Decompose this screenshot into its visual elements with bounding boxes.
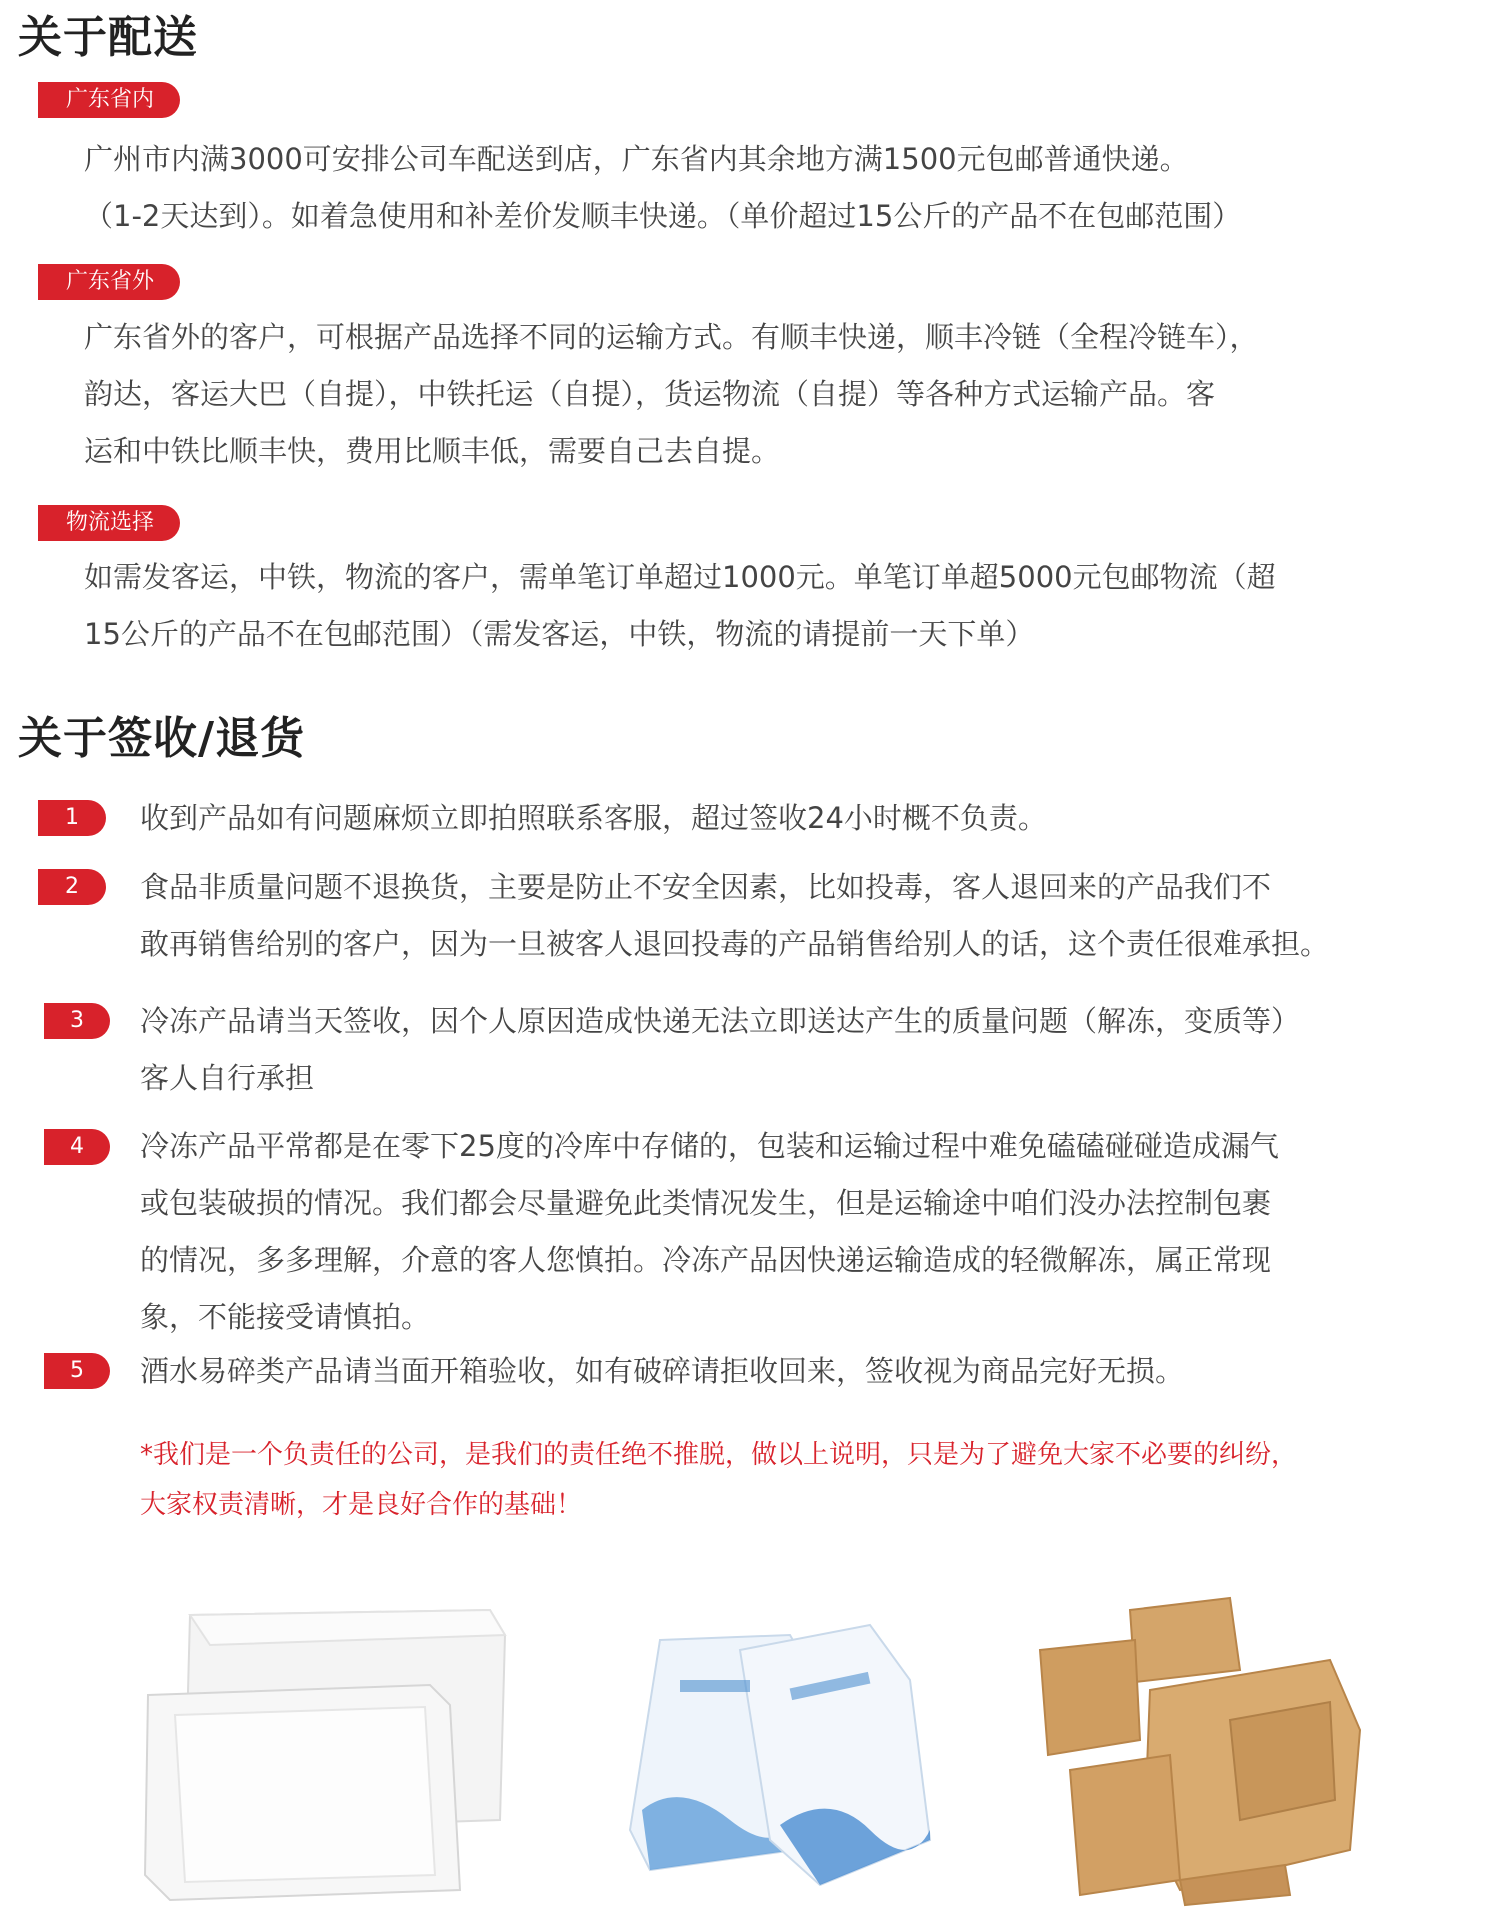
delivery-paragraph-logistics [84, 549, 1424, 663]
returns-title: 关于签收/退货 [18, 713, 306, 764]
delivery-paragraph-guangdong-outside [84, 309, 1424, 480]
text-line: 的情况，多多理解，介意的客人您慎拍。冷冻产品因快递运输造成的轻微解冻，属正常现 [140, 1243, 1272, 1277]
text-line: 食品非质量问题不退换货，主要是防止不安全因素，比如投毒，客人退回来的产品我们不 [140, 870, 1272, 904]
text-line: 客人自行承担 [140, 1061, 315, 1095]
returns-item-5 [140, 1343, 1450, 1400]
note-line: 大家权责清晰，才是良好合作的基础！ [140, 1490, 583, 1520]
note-line: *我们是一个负责任的公司，是我们的责任绝不推脱，做以上说明，只是为了避免大家不必要的纠纷， [140, 1440, 1298, 1470]
text-line: 如需发客运，中铁，物流的客户，需单笔订单超过1000元。单笔订单超5000元包邮物流（超 [84, 560, 1276, 594]
text-line: 或包装破损的情况。我们都会尽量避免此类情况发生，但是运输途中咱们没办法控制包裹 [140, 1186, 1272, 1220]
text-line: 运和中铁比顺丰快，费用比顺丰低，需要自己去自提。 [84, 434, 781, 468]
tag-guangdong-outside: 广东省外 [38, 264, 180, 300]
text-line: 广东省外的客户，可根据产品选择不同的运输方式。有顺丰快递，顺丰冷链（全程冷链车）， [84, 320, 1259, 354]
text-line: 15公斤的产品不在包邮范围）（需发客运，中铁，物流的请提前一天下单） [84, 617, 1035, 651]
returns-item-1 [140, 790, 1450, 847]
text-line: 收到产品如有问题麻烦立即拍照联系客服，超过签收24小时概不负责。 [140, 801, 1047, 835]
delivery-title: 关于配送 [18, 12, 198, 63]
number-badge-5: 5 [44, 1353, 110, 1389]
number-badge-3: 3 [44, 1003, 110, 1039]
returns-item-2 [140, 859, 1450, 973]
text-line: 韵达，客运大巴（自提），中铁托运（自提），货运物流（自提）等各种方式运输产品。客 [84, 377, 1216, 411]
returns-item-4 [140, 1118, 1450, 1346]
tag-guangdong-inside: 广东省内 [38, 82, 180, 118]
returns-item-3 [140, 993, 1450, 1107]
responsibility-note [140, 1430, 1440, 1530]
tag-logistics-choice: 物流选择 [38, 505, 180, 541]
text-line: 敢再销售给别的客户，因为一旦被客人退回投毒的产品销售给别人的话，这个责任很难承担。 [140, 927, 1330, 961]
number-badge-4: 4 [44, 1129, 110, 1165]
delivery-paragraph-guangdong-inside [84, 131, 1424, 245]
text-line: 广州市内满3000可安排公司车配送到店，广东省内其余地方满1500元包邮普通快递。 [84, 142, 1189, 176]
text-line: （1-2天达到）。如着急使用和补差价发顺丰快递。（单价超过15公斤的产品不在包邮范围） [84, 199, 1242, 233]
ice-pack-image [620, 1610, 970, 1900]
text-line: 酒水易碎类产品请当面开箱验收，如有破碎请拒收回来，签收视为商品完好无损。 [140, 1354, 1185, 1388]
carton-boxes-image [1030, 1590, 1400, 1910]
text-line: 冷冻产品请当天签收，因个人原因造成快递无法立即送达产生的质量问题（解冻，变质等） [140, 1004, 1301, 1038]
text-line: 冷冻产品平常都是在零下25度的冷库中存储的，包装和运输过程中难免磕磕碰碰造成漏气 [140, 1129, 1279, 1163]
text-line: 象，不能接受请慎拍。 [140, 1300, 431, 1334]
foam-box-image [130, 1590, 560, 1910]
number-badge-2: 2 [38, 869, 106, 905]
number-badge-1: 1 [38, 800, 106, 836]
